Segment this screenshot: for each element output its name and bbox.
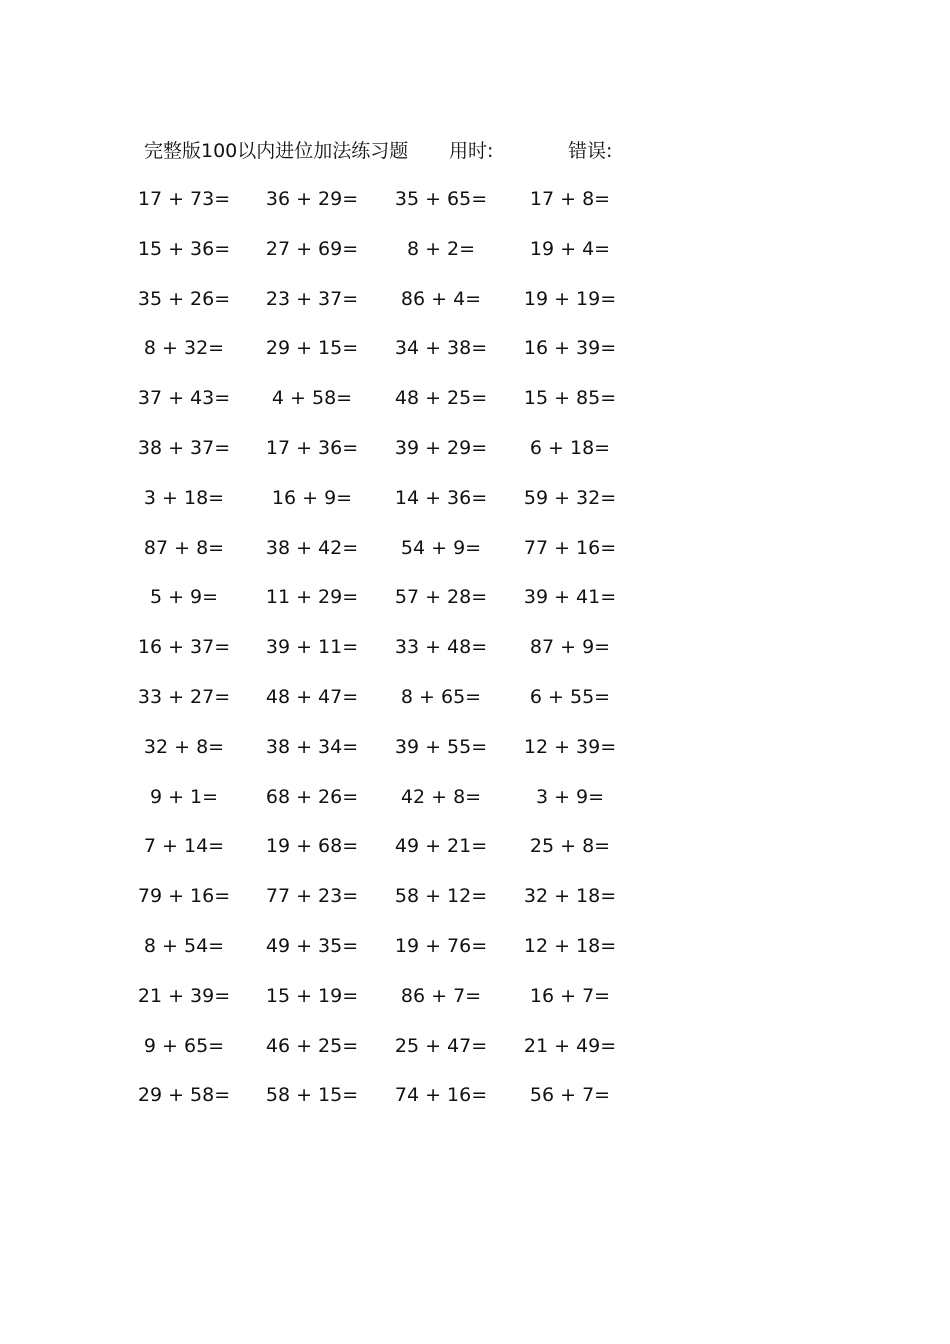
problem-row — [0, 1031, 950, 1081]
addition-problem: 17 + 73= — [137, 188, 231, 210]
addition-problem: 35 + 26= — [137, 287, 231, 310]
addition-problem: 19 + 19= — [523, 287, 617, 310]
addition-problem: 39 + 55= — [394, 735, 488, 758]
addition-problem: 16 + 39= — [523, 337, 617, 360]
addition-problem: 39 + 11= — [265, 636, 359, 659]
addition-problem: 8 + 65= — [400, 685, 482, 708]
addition-problem: 42 + 8= — [400, 785, 482, 808]
addition-problem: 8 + 32= — [143, 337, 225, 360]
problem-row — [0, 682, 950, 732]
addition-problem: 39 + 41= — [523, 586, 617, 609]
problem-grid — [0, 184, 950, 1130]
problem-row — [0, 483, 950, 533]
addition-problem: 5 + 9= — [149, 586, 219, 609]
addition-problem: 32 + 18= — [523, 885, 617, 908]
addition-problem: 15 + 85= — [523, 387, 617, 410]
problem-row — [0, 234, 950, 284]
addition-problem: 79 + 16= — [137, 885, 231, 908]
addition-problem: 4 + 58= — [271, 387, 353, 410]
addition-problem: 29 + 15= — [265, 337, 359, 360]
addition-problem: 12 + 18= — [523, 934, 617, 957]
addition-problem: 48 + 47= — [265, 685, 359, 708]
time-used-label: 用时: — [449, 140, 494, 162]
addition-problem: 46 + 25= — [265, 1034, 359, 1057]
problem-row — [0, 632, 950, 682]
addition-problem: 16 + 9= — [271, 486, 353, 509]
addition-problem: 12 + 39= — [523, 735, 617, 758]
addition-problem: 68 + 26= — [265, 785, 359, 808]
addition-problem: 7 + 14= — [143, 835, 225, 858]
addition-problem: 59 + 32= — [523, 486, 617, 509]
addition-problem: 77 + 16= — [523, 536, 617, 559]
addition-problem: 3 + 18= — [143, 486, 225, 509]
addition-problem: 19 + 76= — [394, 934, 488, 957]
addition-problem: 54 + 9= — [400, 536, 482, 559]
addition-problem: 87 + 9= — [529, 636, 611, 659]
addition-problem: 17 + 36= — [265, 436, 359, 459]
addition-problem: 74 + 16= — [394, 1084, 488, 1107]
addition-problem: 27 + 69= — [265, 237, 359, 260]
addition-problem: 16 + 7= — [529, 984, 611, 1007]
problem-row — [0, 582, 950, 632]
addition-problem: 9 + 1= — [149, 785, 219, 808]
addition-problem: 6 + 55= — [529, 685, 611, 708]
addition-problem: 86 + 7= — [400, 984, 482, 1007]
addition-problem: 32 + 8= — [143, 735, 225, 758]
addition-problem: 86 + 4= — [400, 287, 482, 310]
addition-problem: 58 + 12= — [394, 885, 488, 908]
addition-problem: 39 + 29= — [394, 436, 488, 459]
addition-problem: 34 + 38= — [394, 337, 488, 360]
problem-row — [0, 931, 950, 981]
addition-problem: 37 + 43= — [137, 387, 231, 410]
addition-problem: 11 + 29= — [265, 586, 359, 609]
addition-problem: 8 + 2= — [406, 237, 476, 260]
problem-row — [0, 433, 950, 483]
problem-row — [0, 732, 950, 782]
addition-problem: 9 + 65= — [143, 1034, 225, 1057]
addition-problem: 19 + 4= — [529, 237, 611, 260]
addition-problem: 77 + 23= — [265, 885, 359, 908]
addition-problem: 48 + 25= — [394, 387, 488, 410]
problem-row — [0, 981, 950, 1031]
addition-problem: 38 + 34= — [265, 735, 359, 758]
problem-row — [0, 284, 950, 334]
addition-problem: 49 + 21= — [394, 835, 488, 858]
problem-row — [0, 533, 950, 583]
addition-problem: 16 + 37= — [137, 636, 231, 659]
addition-problem: 14 + 36= — [394, 486, 488, 509]
addition-problem: 35 + 65= — [394, 188, 488, 210]
worksheet-title: 完整版100以内进位加法练习题 — [144, 140, 409, 162]
worksheet-header — [144, 136, 664, 166]
addition-problem: 38 + 42= — [265, 536, 359, 559]
problem-row — [0, 333, 950, 383]
addition-problem: 15 + 19= — [265, 984, 359, 1007]
problem-row — [0, 782, 950, 832]
problem-row — [0, 1080, 950, 1130]
addition-problem: 29 + 58= — [137, 1084, 231, 1107]
problem-row — [0, 831, 950, 881]
problem-row — [0, 383, 950, 433]
addition-problem: 38 + 37= — [137, 436, 231, 459]
addition-problem: 6 + 18= — [529, 436, 611, 459]
addition-problem: 57 + 28= — [394, 586, 488, 609]
addition-problem: 49 + 35= — [265, 934, 359, 957]
addition-problem: 87 + 8= — [143, 536, 225, 559]
addition-problem: 25 + 47= — [394, 1034, 488, 1057]
addition-problem: 33 + 27= — [137, 685, 231, 708]
addition-problem: 58 + 15= — [265, 1084, 359, 1107]
addition-problem: 56 + 7= — [529, 1084, 611, 1107]
addition-problem: 15 + 36= — [137, 237, 231, 260]
addition-problem: 33 + 48= — [394, 636, 488, 659]
addition-problem: 17 + 8= — [529, 188, 611, 210]
addition-problem: 8 + 54= — [143, 934, 225, 957]
addition-problem: 25 + 8= — [529, 835, 611, 858]
addition-problem: 23 + 37= — [265, 287, 359, 310]
addition-problem: 21 + 49= — [523, 1034, 617, 1057]
addition-problem: 19 + 68= — [265, 835, 359, 858]
problem-row — [0, 881, 950, 931]
problem-row — [0, 184, 950, 234]
addition-problem: 21 + 39= — [137, 984, 231, 1007]
addition-problem: 3 + 9= — [535, 785, 605, 808]
addition-problem: 36 + 29= — [265, 188, 359, 210]
error-count-label: 错误: — [568, 140, 613, 162]
